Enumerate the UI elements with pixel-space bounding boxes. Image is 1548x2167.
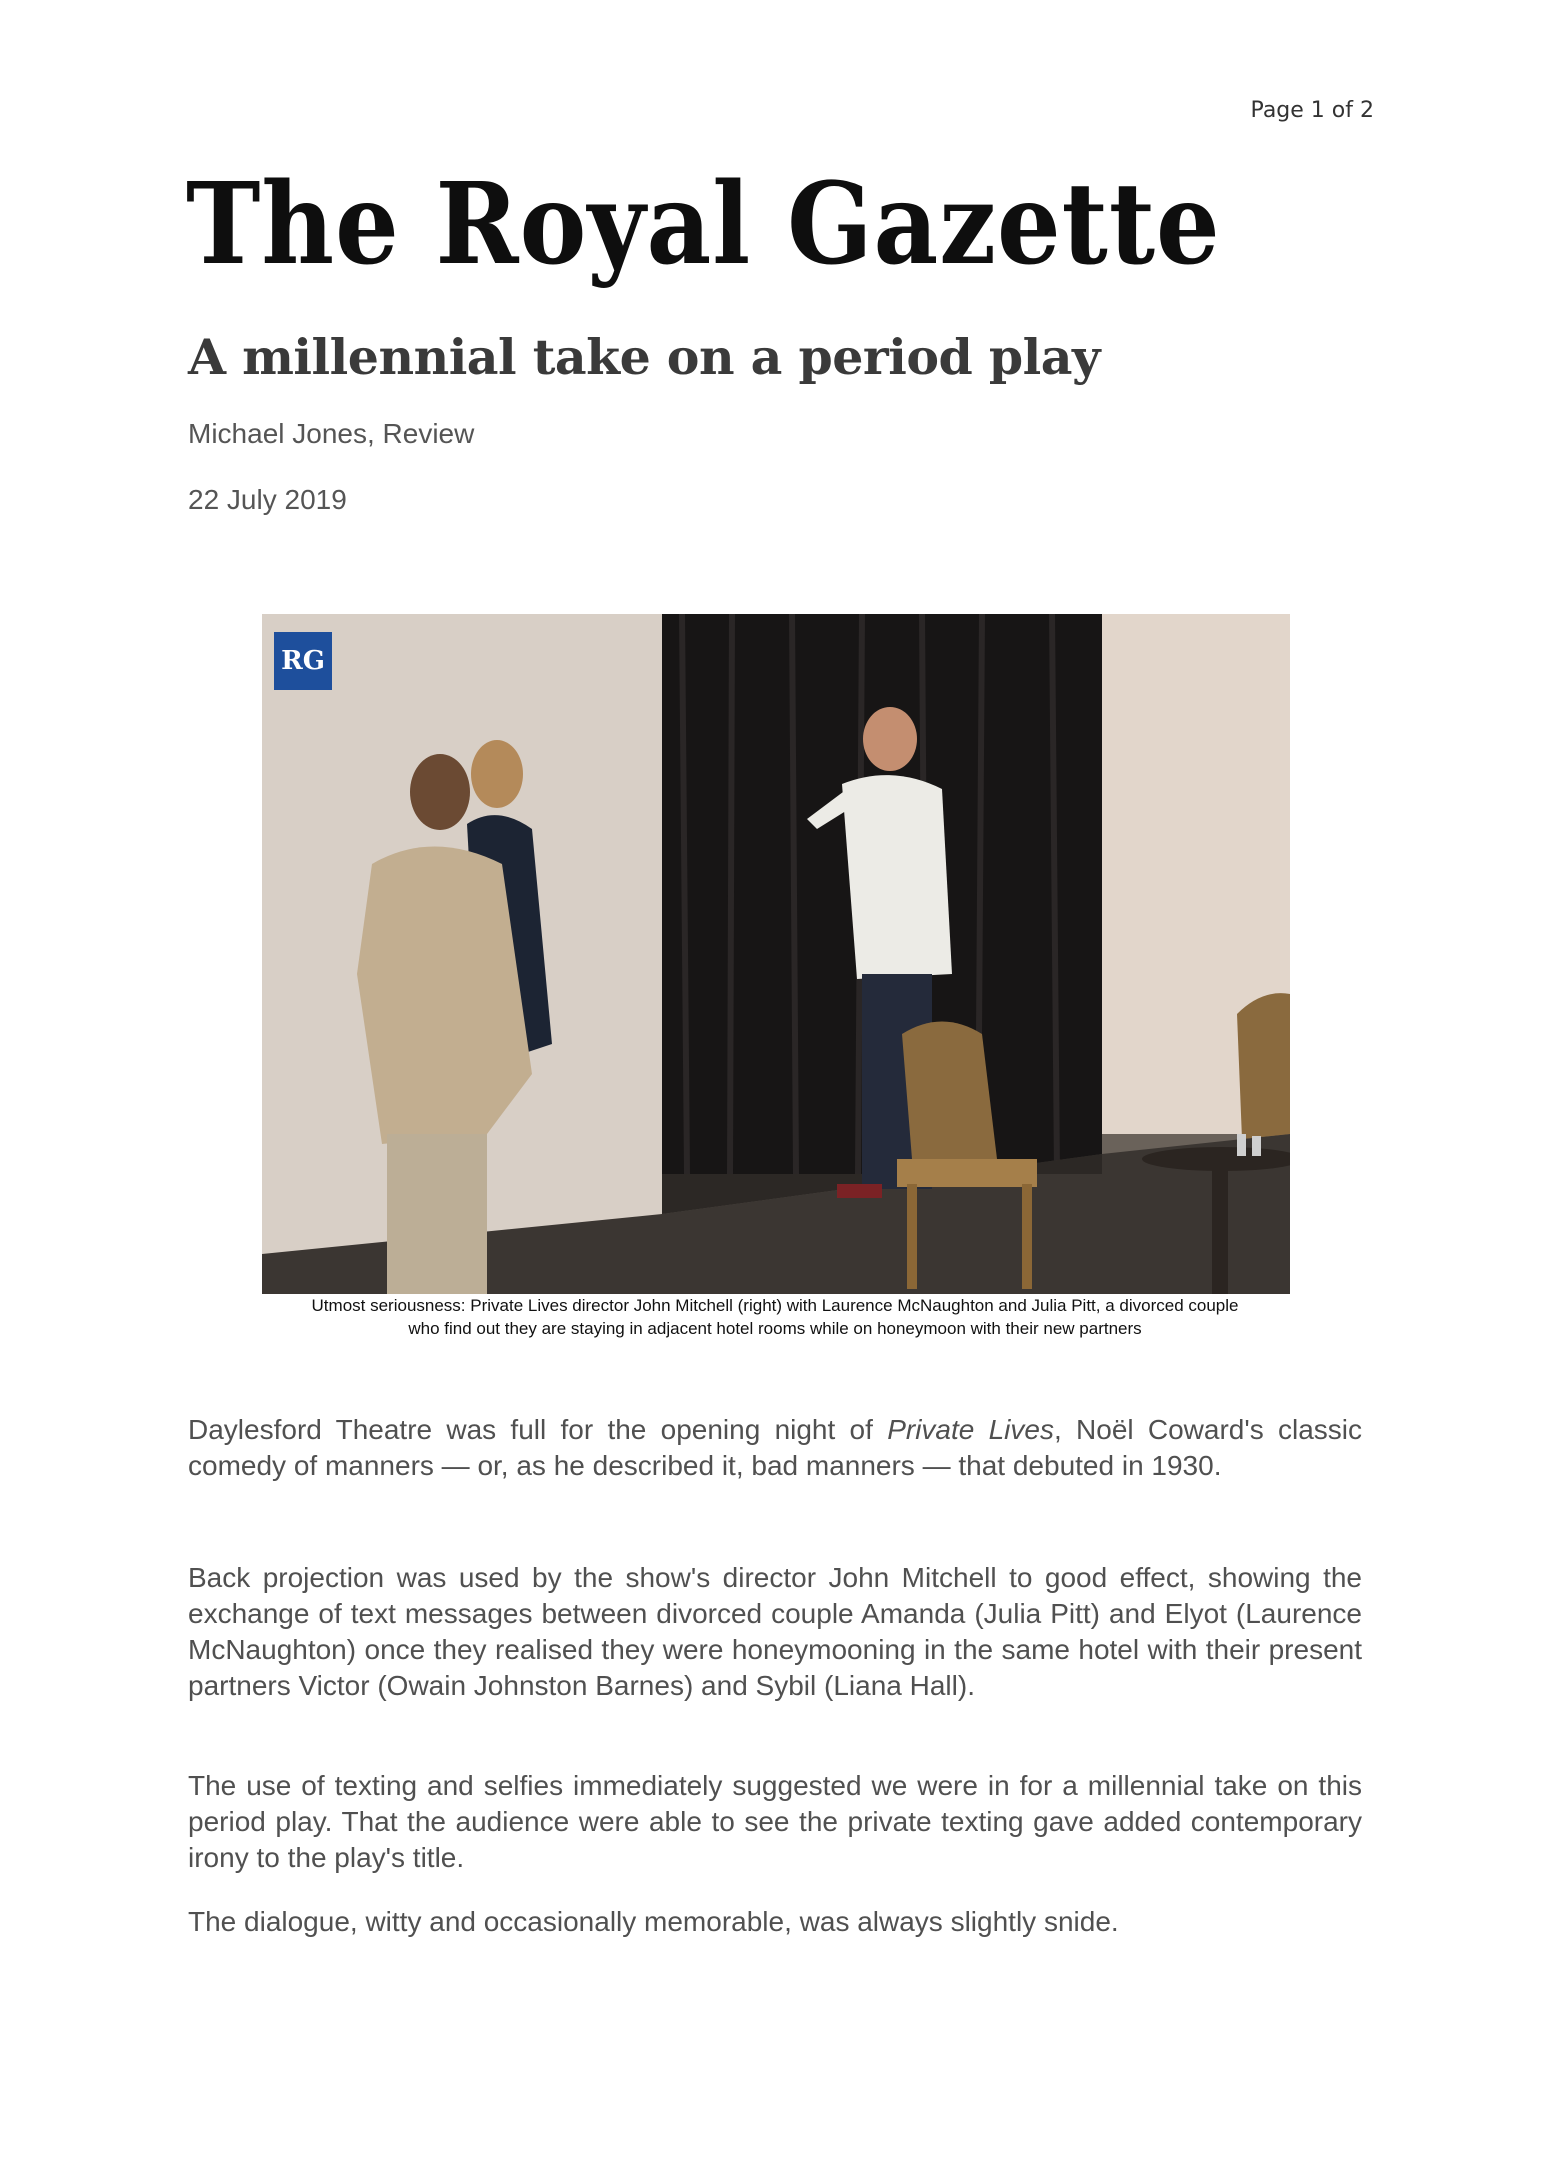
article-paragraph-3: The use of texting and selfies immediately suggested we were in for a millennial take on this period play. That the audience were able to see the private texting gave added contemporary irony to the play's title. [188, 1770, 1362, 1873]
theatre-scene-image [262, 614, 1290, 1294]
masthead-logo: The Royal Gazette [186, 157, 1221, 291]
article-photo [262, 614, 1290, 1294]
article-paragraph-1 [188, 1412, 1362, 1484]
article-paragraph-4: The dialogue, witty and occasionally memorable, was always slightly snide. [188, 1906, 1119, 1937]
article-byline: Michael Jones, Review [188, 418, 475, 449]
paragraph-1-text-end: , Noël Coward's classic comedy of manners — or, as he described it, bad manners — that debuted in 1930. [188, 1414, 1363, 1481]
article-headline: A millennial take on a period play [188, 328, 1100, 386]
photo-caption [180, 1294, 1370, 1340]
paragraph-1-text-start: Daylesford Theatre was full for the opening night of [188, 1414, 888, 1445]
photo-caption-line-2: who find out they are staying in adjacent hotel rooms while on honeymoon with their new partners [408, 1319, 1142, 1338]
play-title: Private Lives [887, 1414, 1054, 1445]
rg-logo-badge: RG [274, 632, 332, 690]
photo-caption-line-1: Utmost seriousness: Private Lives director John Mitchell (right) with Laurence McNaughton and Julia Pitt, a divorced couple [311, 1296, 1239, 1315]
article-date: 22 July 2019 [188, 484, 347, 515]
page-number: Page 1 of 2 [1250, 98, 1374, 123]
article-paragraph-2: Back projection was used by the show's director John Mitchell to good effect, showing the exchange of text messages between divorced couple Amanda (Julia Pitt) and Elyot (Laurence McNaughton) once they realised they were honeymooning in the same hotel with their present partners Victor (Owain Johnston Barnes) and Sybil (Liana Hall). [188, 1562, 1362, 1701]
